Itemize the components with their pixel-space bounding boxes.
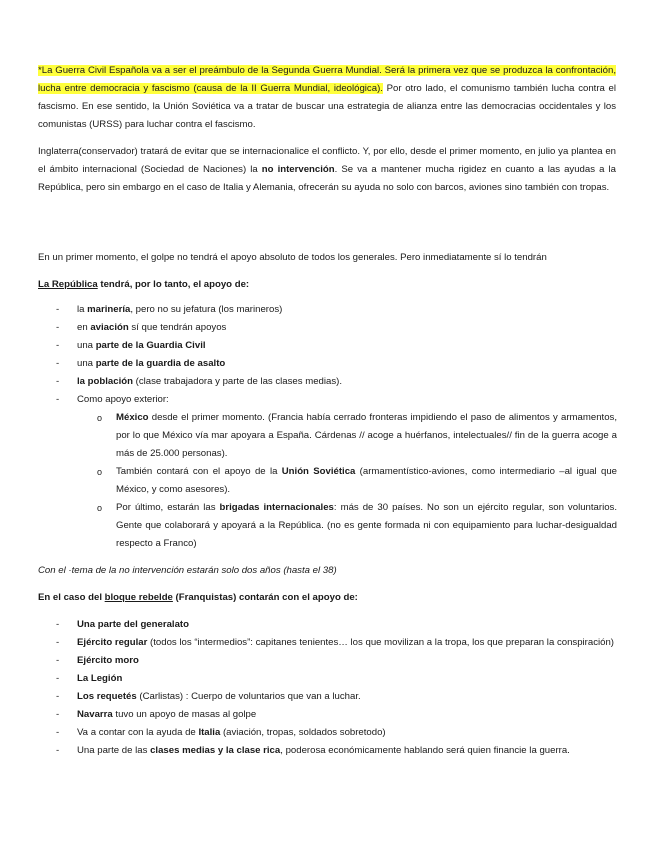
list-item: - una parte de la Guardia Civil	[56, 340, 206, 351]
list-item: - una parte de la guardia de asalto	[56, 358, 226, 369]
sub-list-item: o Por último, estarán las brigadas internacionales: más de 30 países. No son un ejército regular, son voluntarios. Gente que colaborará y apoyará a la República. (no es gente formada ni con equipamiento para luchar-desigualdad respecto a Franco)	[97, 502, 617, 549]
list-item: - Una parte de las clases medias y la clase rica, poderosa económicamente hablando será quien financie la guerra.	[56, 745, 570, 756]
paragraph-inglaterra: Inglaterra(conservador) tratará de evitar que se internacionalice el conflicto. Y, por ello, desde el primer momento, en julio ya plantea en el ámbito internacional (Sociedad de Naciones) la no intervención. Se va a mantener mucha rigidez en cuanto a las ayudas a la República, pero sin embargo en el caso de Italia y Alemania, ofrecerán su ayuda no solo con barcos, aviones sino también con tropas.	[38, 146, 616, 193]
list-item: - Una parte del generalato	[56, 619, 189, 630]
note-no-intervencion: Con el ·tema de la no intervención estarán solo dos años (hasta el 38)	[38, 565, 337, 576]
paragraph-intro: *La Guerra Civil Española va a ser el preámbulo de la Segunda Guerra Mundial. Será la primera vez que se produzca la confrontación, lucha entre democracia y fascismo (causa de la II Guerra Mundial, ideológica). Por otro lado, el comunismo también lucha contra el fascismo. En ese sentido, la Unión Soviética va a tratar de buscar una estrategia de alianza entre las democracias occidentales y los comunistas (URSS) para luchar contra el fascismo.	[38, 65, 617, 130]
republica-support-list	[0, 301, 655, 553]
list-item: - Navarra tuvo un apoyo de masas al golpe	[56, 709, 257, 720]
heading-bloque-rebelde: En el caso del bloque rebelde (Franquistas) contarán con el apoyo de:	[38, 592, 358, 603]
list-item: - la población (clase trabajadora y parte de las clases medias).	[56, 376, 343, 387]
list-item: - en aviación sí que tendrán apoyos	[56, 322, 227, 333]
list-item: - Como apoyo exterior:	[56, 394, 169, 405]
rebelde-support-list	[0, 616, 655, 760]
list-item: - Ejército moro	[56, 655, 139, 666]
heading-republica: La República tendrá, por lo tanto, el apoyo de:	[38, 279, 250, 290]
list-item: - la marinería, pero no su jefatura (los marineros)	[56, 304, 283, 315]
sub-list-item: o También contará con el apoyo de la Unión Soviética (armamentístico-aviones, como intermediario –al igual que México, y como asesores).	[97, 466, 617, 495]
list-item: - Ejército regular (todos los “intermedios”: capitanes tenientes… los que movilizan a la tropa, los que preparan la conspiración)	[56, 637, 614, 648]
list-item: - La Legión	[56, 673, 123, 684]
sub-list-item: o México desde el primer momento. (Francia había cerrado fronteras impidiendo el paso de alimentos y armamentos, por lo que México vía mar apoyara a España. Cárdenas // acoge a huérfanos, intelectuales// fin de la guerra acoge a más de 25.000 personas).	[97, 412, 617, 459]
highlighted-text: *La Guerra Civil Española va a ser el preámbulo de la Segunda Guerra Mundial. Será la primera vez que se produzca la confrontación, lucha entre democracia y fascismo (causa de la II Guerra Mundial, ideológica).	[38, 65, 616, 94]
paragraph-golpe: En un primer momento, el golpe no tendrá el apoyo absoluto de todos los generales. Pero inmediatamente sí lo tendrán	[38, 252, 547, 263]
list-item: - Va a contar con la ayuda de Italia (aviación, tropas, soldados sobretodo)	[56, 727, 386, 738]
list-item: - Los requetés (Carlistas) : Cuerpo de voluntarios que van a luchar.	[56, 691, 361, 702]
